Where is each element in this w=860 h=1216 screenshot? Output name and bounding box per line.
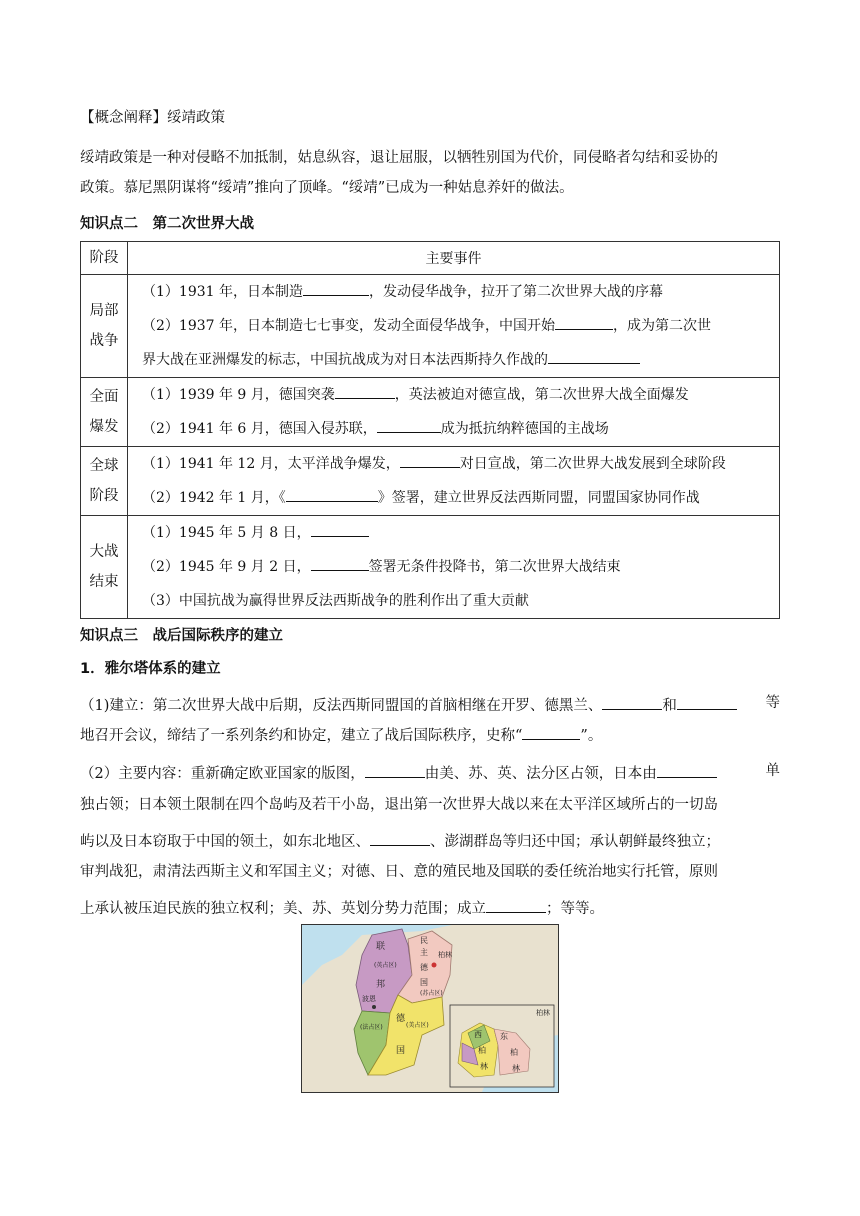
event-text: （1）1941 年 12 月，太平洋战争爆发， [142, 456, 400, 472]
fill-blank[interactable] [335, 382, 395, 399]
header-stage: 阶段 [81, 242, 128, 275]
yalta-paragraph-1-line-2 [80, 723, 602, 746]
fill-blank[interactable] [400, 451, 460, 468]
map-label: (英占区) [374, 962, 397, 969]
yalta-paragraph-1-line-1 [80, 693, 780, 716]
table-row [81, 447, 780, 516]
fill-blank[interactable] [311, 554, 369, 571]
fill-blank[interactable] [370, 829, 430, 846]
header-events: 主要事件 [128, 242, 780, 275]
map-label: 主 [420, 948, 428, 957]
event-text: （2）1945 年 9 月 2 日， [142, 559, 311, 575]
event-text: ，英法被迫对德宣战，第二次世界大战全面爆发 [394, 387, 689, 403]
ww2-events-table [80, 241, 780, 619]
stage-cell [81, 275, 128, 378]
map-label: 东 [500, 1032, 508, 1041]
text-span: 由美、苏、英、法分区占领，日本由 [424, 766, 657, 782]
event-text: 成为抵抗纳粹德国的主战场 [440, 421, 609, 437]
event-text: （3）中国抗战为赢得世界反法西斯战争的胜利作出了重大贡献 [142, 593, 529, 609]
fill-blank[interactable] [548, 347, 640, 364]
stage-cell [81, 447, 128, 516]
text-span: 上承认被压迫民族的独立权利；美、苏、英划分势力范围；成立 [80, 901, 486, 917]
yalta-paragraph-2-line-2: 独占领；日本领土限制在四个岛屿及若干小岛，退出第一次世界大战以来在太平洋区域所占的一切岛 [80, 797, 718, 813]
map-label: 柏 [510, 1048, 518, 1057]
events-cell [128, 275, 780, 378]
germany-occupation-map [301, 924, 559, 1093]
event-text: ，成为第二次世 [613, 318, 711, 334]
stage-cell [81, 516, 128, 619]
table-row [81, 275, 780, 378]
map-label: 林 [512, 1064, 520, 1073]
stage-label: 爆发 [89, 419, 119, 435]
map-graphic [302, 925, 558, 1092]
map-label: 波恩 [362, 995, 376, 1003]
event-line [142, 275, 779, 309]
yalta-paragraph-2-line-5 [80, 896, 604, 919]
event-text: 界大战在亚洲爆发的标志，中国抗战成为对日本法西斯持久作战的 [142, 352, 548, 368]
event-line [142, 516, 779, 550]
event-text: （2）1942 年 1 月，《 [142, 490, 286, 506]
events-cell [128, 447, 780, 516]
table-row [81, 378, 780, 447]
fill-blank[interactable] [377, 416, 441, 433]
yalta-paragraph-2-line-3 [80, 829, 720, 852]
event-line [142, 481, 779, 515]
event-text: （1）1939 年 9 月，德国突袭 [142, 387, 335, 403]
stage-label: 大战 [89, 544, 119, 560]
event-text: 对日宣战，第二次世界大战发展到全球阶段 [459, 456, 726, 472]
map-label: 林 [480, 1062, 488, 1071]
event-text: （2）1941 年 6 月，德国入侵苏联， [142, 421, 377, 437]
map-label: 民 [420, 936, 428, 945]
stage-label: 局部 [89, 303, 119, 319]
events-cell [128, 378, 780, 447]
map-label: (苏占区) [420, 990, 443, 997]
yalta-paragraph-2-line-4: 审判战犯，肃清法西斯主义和军国主义；对德、日、意的殖民地及国联的委任统治地实行托管，原则 [80, 864, 718, 880]
map-label: (法占区) [360, 1024, 383, 1031]
concept-title: 【概念阐释】绥靖政策 [80, 110, 225, 126]
event-text: 》签署，建立世界反法西斯同盟，同盟国家协同作战 [377, 490, 700, 506]
event-line [142, 584, 779, 618]
concept-text-line: 政策。慕尼黑阴谋将“绥靖”推向了顶峰。“绥靖”已成为一种姑息养奸的做法。 [80, 180, 574, 196]
fill-blank[interactable] [555, 313, 613, 330]
fill-blank[interactable] [286, 485, 378, 502]
section-heading-kp2: 知识点二 第二次世界大战 [80, 216, 254, 232]
map-label: 国 [396, 1046, 406, 1056]
text-span: （1)建立：第二次世界大战中后期，反法西斯同盟国的首脑相继在开罗、德黑兰、 [80, 698, 603, 714]
bonn-marker [372, 1005, 376, 1009]
yalta-paragraph-2-line-1 [80, 761, 780, 784]
inset-title: 柏林 [536, 1009, 550, 1017]
berlin-marker [432, 963, 437, 968]
stage-label: 阶段 [89, 488, 119, 504]
event-line [142, 309, 779, 343]
fill-blank[interactable] [657, 761, 717, 778]
text-span: 等 [765, 695, 780, 711]
fill-blank[interactable] [486, 896, 546, 913]
stage-label: 战争 [89, 333, 119, 349]
event-line [142, 378, 779, 412]
event-line [142, 343, 779, 377]
text-span: 和 [662, 698, 677, 714]
map-label: 柏 [478, 1046, 486, 1055]
stage-label: 全面 [89, 389, 119, 405]
event-text: （1）1931 年，日本制造 [142, 284, 303, 300]
subsection-heading: 1．雅尔塔体系的建立 [80, 661, 221, 677]
event-text: 签署无条件投降书，第二次世界大战结束 [368, 559, 621, 575]
stage-label: 全球 [89, 458, 119, 474]
stage-cell [81, 378, 128, 447]
map-label: 西 [474, 1030, 482, 1039]
event-text: （1）1945 年 5 月 8 日， [142, 525, 311, 541]
section-heading-kp3: 知识点三 战后国际秩序的建立 [80, 628, 283, 644]
text-span: 单 [765, 763, 780, 779]
text-span: ”。 [580, 728, 603, 744]
fill-blank[interactable] [311, 520, 369, 537]
map-label: 国 [420, 978, 428, 987]
text-span: ；等等。 [546, 901, 604, 917]
event-text: （2）1937 年，日本制造七七事变，发动全面侵华战争，中国开始 [142, 318, 555, 334]
fill-blank[interactable] [602, 693, 662, 710]
event-text: ，发动侵华战争，拉开了第二次世界大战的序幕 [369, 284, 663, 300]
map-label: 邦 [376, 980, 386, 990]
event-line [142, 412, 779, 446]
fill-blank[interactable] [522, 723, 580, 740]
fill-blank[interactable] [365, 761, 425, 778]
map-label: 柏林 [438, 951, 452, 959]
text-span: （2）主要内容：重新确定欧亚国家的版图， [80, 766, 365, 782]
map-label: (美占区) [406, 1022, 429, 1029]
stage-label: 结束 [89, 574, 119, 590]
text-span: 屿以及日本窃取于中国的领土，如东北地区、 [80, 834, 370, 850]
fill-blank[interactable] [303, 279, 369, 296]
map-label: 德 [396, 1014, 406, 1024]
berlin-inset [450, 1005, 554, 1087]
event-line [142, 550, 779, 584]
text-span: 地召开会议，缔结了一系列条约和协定，建立了战后国际秩序，史称“ [80, 728, 523, 744]
map-label: 德 [420, 963, 428, 972]
fill-blank[interactable] [677, 693, 737, 710]
events-cell [128, 516, 780, 619]
map-label: 联 [376, 942, 386, 952]
table-header-row [81, 242, 780, 275]
concept-text-line: 绥靖政策是一种对侵略不加抵制，姑息纵容，退让屈服，以牺牲别国为代价，同侵略者勾结和妥协的 [80, 150, 718, 166]
event-line [142, 447, 779, 481]
table-row [81, 516, 780, 619]
text-span: 、澎湖群岛等归还中国；承认朝鲜最终独立； [430, 834, 720, 850]
